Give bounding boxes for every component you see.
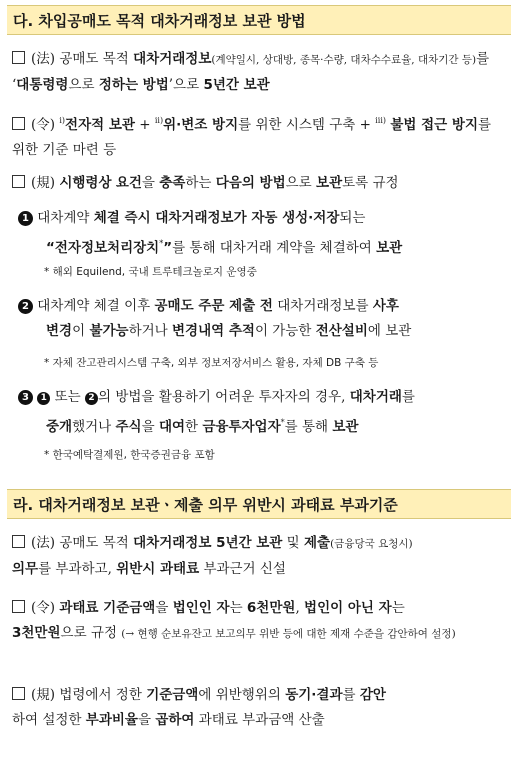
text-bold: 위반시 과태료 xyxy=(116,561,200,577)
text-bold: 정하는 방법 xyxy=(98,77,169,93)
text: 공매도 목적 xyxy=(59,51,129,67)
text: 를 통해 대차거래 계약을 체결하여 xyxy=(172,240,372,256)
text: 을 xyxy=(141,419,155,435)
text: 또는 xyxy=(54,389,81,405)
text: 를 xyxy=(342,687,356,703)
text-bold: 부과비율 xyxy=(85,712,138,728)
superscript: iii) xyxy=(375,116,387,125)
method-3-note: * 한국예탁결제원, 한국증권금융 포함 xyxy=(44,449,215,461)
text: 에 보관 xyxy=(367,323,412,339)
text: 한 xyxy=(185,419,199,435)
text-bold: 주식 xyxy=(115,419,142,435)
regulation-provision xyxy=(12,171,506,196)
decree-provision-penalty xyxy=(12,596,506,647)
regulation-prefix: (規) xyxy=(31,687,56,703)
text-bold: 3천만원 xyxy=(12,625,61,641)
checkbox-square-icon xyxy=(12,51,25,64)
text: 되는 xyxy=(339,210,366,226)
text-bold: 기준금액 xyxy=(146,687,199,703)
text-bold: 법인이 아닌 자 xyxy=(304,600,392,616)
text: 를 위한 시스템 구축 + xyxy=(238,117,376,133)
circled-number-1-icon: 1 xyxy=(37,392,50,405)
section-heading-d: 라. 대차거래정보 보관ㆍ제출 의무 위반시 과태료 부과기준 xyxy=(7,489,511,519)
text: 는 xyxy=(229,600,243,616)
text: ’으로 xyxy=(168,77,200,93)
text: 과태료 부과금액 산출 xyxy=(198,712,325,728)
text: 부과근거 신설 xyxy=(203,561,286,577)
text-bold: 동기·결과 xyxy=(285,687,343,703)
text-bold: 대차거래정보 5년간 보관 xyxy=(133,535,283,551)
text-bold: 불가능 xyxy=(89,323,129,339)
superscript: ii) xyxy=(154,116,164,125)
text-bold: “전자정보처리장치 xyxy=(46,240,160,256)
text: 를 위한 기준 마련 등 xyxy=(12,117,492,158)
text: 대차계약 체결 이후 xyxy=(37,298,151,314)
checkbox-square-icon xyxy=(12,175,25,188)
text: 으로 xyxy=(68,77,95,93)
checkbox-square-icon xyxy=(12,117,25,130)
law-prefix: (法) xyxy=(31,51,56,67)
text-bold: 보관 xyxy=(332,419,359,435)
law-provision xyxy=(12,47,506,98)
text: 이 가능한 xyxy=(254,323,312,339)
text-bold: 5년간 보관 xyxy=(203,77,270,93)
text: 으로 규정 xyxy=(60,625,117,641)
text-bold: 보관 xyxy=(376,240,403,256)
method-2-note: * 자체 잔고관리시스템 구축, 외부 정보저장서비스 활용, 자체 DB 구축 등 xyxy=(44,357,379,369)
text-bold: 위·변조 방지 xyxy=(163,117,239,133)
text: 대차거래정보를 xyxy=(277,298,369,314)
text-bold: 다음의 방법 xyxy=(215,175,286,191)
text-bold: 중개 xyxy=(46,419,73,435)
superscript: i) xyxy=(59,116,66,125)
text: 대차계약 xyxy=(37,210,90,226)
text: 을 xyxy=(137,712,152,728)
text-bold: 대여 xyxy=(158,419,186,435)
text-bold: 대차거래 xyxy=(349,389,402,405)
text: 공매도 목적 xyxy=(59,535,129,551)
text-bold: 6천만원 xyxy=(246,600,296,616)
checkbox-square-icon xyxy=(12,687,25,700)
text: 를 xyxy=(401,389,415,405)
circled-number-2-icon: 2 xyxy=(18,299,33,314)
law-provision-penalty xyxy=(12,531,506,582)
text: 토록 규정 xyxy=(342,175,399,191)
text-bold: 대통령령 xyxy=(16,77,69,93)
text: 법령에서 정한 xyxy=(59,687,142,703)
text: 및 xyxy=(286,535,300,551)
decree-provision xyxy=(12,108,506,163)
method-2 xyxy=(18,294,506,344)
superscript: * xyxy=(280,418,285,427)
text: 하여 설정한 xyxy=(12,712,82,728)
checkbox-square-icon xyxy=(12,600,25,613)
text-bold: 요건 xyxy=(115,175,142,191)
section-heading-c: 다. 차입공매도 목적 대차거래정보 보관 방법 xyxy=(7,5,511,35)
text-bold: 보관 xyxy=(316,175,343,191)
text: 를 ‘ xyxy=(12,51,490,93)
text: 을 xyxy=(141,175,155,191)
regulation-provision-penalty xyxy=(12,683,506,733)
text-bold: 과태료 기준금액 xyxy=(59,600,156,616)
decree-prefix: (令) xyxy=(31,117,56,133)
text: + xyxy=(134,117,155,133)
method-1-note: * 해외 Equilend, 국내 트루테크놀로지 운영중 xyxy=(44,266,257,278)
method-1 xyxy=(18,206,506,261)
text-small: (금융당국 요청시) xyxy=(330,538,413,550)
regulation-prefix: (規) xyxy=(31,175,56,191)
text: 으로 xyxy=(285,175,312,191)
method-3 xyxy=(18,385,506,440)
text: 를 부과하고, xyxy=(38,561,112,577)
text: 는 xyxy=(391,600,405,616)
circled-number-1-icon: 1 xyxy=(18,211,33,226)
circled-number-3-icon: 3 xyxy=(18,390,33,405)
text: 의 방법을 활용하기 어려운 투자자의 경우, xyxy=(97,389,346,405)
text: 이 xyxy=(72,323,86,339)
text-bold: 법인인 자 xyxy=(172,600,230,616)
text-bold: 충족 xyxy=(159,175,186,191)
text-small: (→ 현행 순보유잔고 보고의무 위반 등에 대한 제재 수준을 감안하여 설정) xyxy=(121,628,456,640)
text-bold: 변경 xyxy=(46,323,73,339)
text: 에 위반행위의 xyxy=(198,687,281,703)
text-bold: 전자적 보관 xyxy=(65,117,135,133)
text-bold: 곱하여 xyxy=(155,712,195,728)
text-bold: 체결 즉시 대차거래정보가 자동 생성·저장 xyxy=(93,210,340,226)
text-bold: 대차거래정보 xyxy=(133,51,212,67)
law-prefix: (法) xyxy=(31,535,56,551)
superscript: * xyxy=(159,239,164,248)
text-bold: ” xyxy=(163,240,173,256)
text-bold: 불법 접근 방지 xyxy=(390,117,478,133)
text-bold: 전산설비 xyxy=(315,323,368,339)
text-bold: 공매도 주문 제출 전 xyxy=(154,298,273,314)
text: 하는 xyxy=(185,175,212,191)
text-bold: 감안 xyxy=(359,687,386,703)
text-bold: 금융투자업자 xyxy=(202,419,281,435)
text-bold: 변경내역 추적 xyxy=(171,323,255,339)
text: 를 통해 xyxy=(284,419,329,435)
text-small: (계약일시, 상대방, 종목·수량, 대차수수료율, 대차기간 등) xyxy=(211,54,477,66)
text-bold: 시행령상 xyxy=(59,175,112,191)
text-bold: 사후 xyxy=(372,298,399,314)
decree-prefix: (令) xyxy=(31,600,56,616)
circled-number-2-icon: 2 xyxy=(85,392,98,405)
text-bold: 제출 xyxy=(303,535,331,551)
text: 했거나 xyxy=(72,419,112,435)
text: 하거나 xyxy=(128,323,168,339)
text: 을 xyxy=(155,600,169,616)
text: , xyxy=(295,600,300,616)
text-bold: 의무 xyxy=(12,561,39,577)
checkbox-square-icon xyxy=(12,535,25,548)
